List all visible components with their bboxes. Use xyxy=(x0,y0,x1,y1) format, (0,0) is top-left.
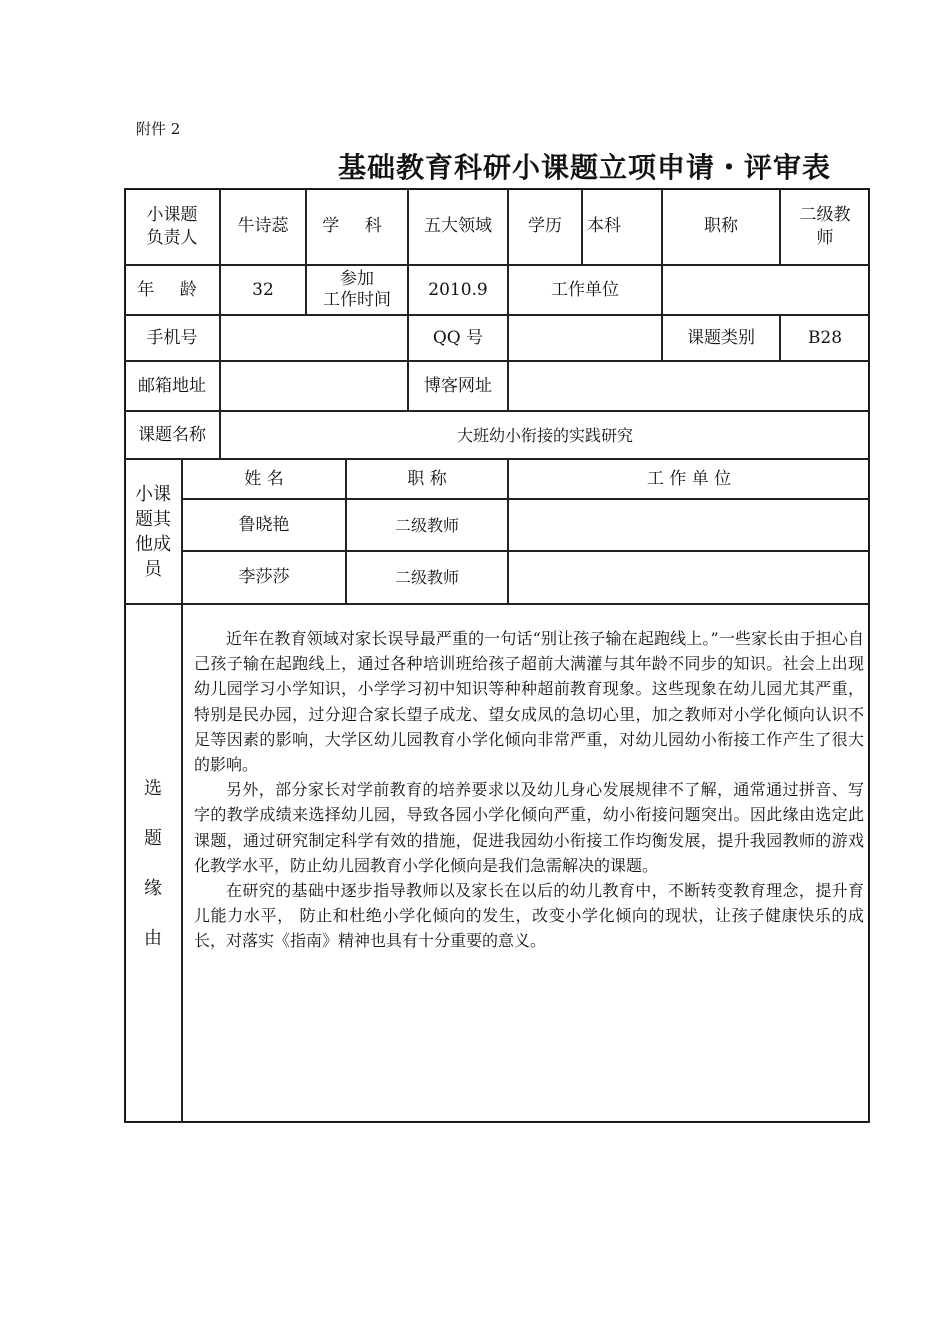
education-label: 学历 xyxy=(508,188,582,265)
reason-label-char: 由 xyxy=(144,927,162,949)
category-value: B28 xyxy=(780,315,870,361)
email-value xyxy=(220,361,408,411)
member-unit xyxy=(508,551,870,604)
age-label: 年 龄 xyxy=(124,265,220,315)
blog-label: 博客网址 xyxy=(408,361,508,411)
member-unit xyxy=(508,499,870,551)
members-header-name: 姓 名 xyxy=(182,459,346,499)
subject-value: 五大领域 xyxy=(408,188,508,265)
category-label: 课题类别 xyxy=(662,315,780,361)
topic-value: 大班幼小衔接的实践研究 xyxy=(220,411,870,459)
reason-paragraph: 近年在教育领域对家长误导最严重的一句话“别让孩子输在起跑线上。”一些家长由于担心自己孩子输在起跑线上，通过各种培训班给孩子超前大满灌与其年龄不同步的知识。社会上出现幼儿园学习小学知识，小学学习初中知识等种种超前教育现象。这些现象在幼儿园尤其严重，特别是民办园，过分迎合家长望子成龙、望女成凤的急切心里，加之教师对小学化倾向认识不足等因素的影响，大学区幼儿园教育小学化倾向非常严重，对幼儿园幼小衔接工作产生了很大的影响。 xyxy=(194,629,864,775)
members-section-label: 小课 题其 他成 员 xyxy=(124,459,182,604)
member-name: 鲁晓艳 xyxy=(182,499,346,551)
members-header-unit: 工 作 单 位 xyxy=(508,459,870,499)
member-name: 李莎莎 xyxy=(182,551,346,604)
leader-value: 牛诗蕊 xyxy=(220,188,306,265)
title-label: 职称 xyxy=(662,188,780,265)
attachment-label: 附件 2 xyxy=(136,120,181,138)
reason-label-char: 缘 xyxy=(144,877,162,899)
blog-value xyxy=(508,361,870,411)
member-title: 二级教师 xyxy=(346,551,508,604)
reason-paragraph: 另外，部分家长对学前教育的培养要求以及幼儿身心发展规律不了解，通常通过拼音、写字的教学成绩来选择幼儿园，导致各园小学化倾向严重，幼小衔接问题突出。因此缘由选定此课题，通过研究制定科学有效的措施，促进我园幼小衔接工作均衡发展，提升我园教师的游戏化教学水平，防止幼儿园教育小学化倾向是我们急需解决的课题。 xyxy=(194,780,864,875)
work-start-value: 2010.9 xyxy=(408,265,508,315)
work-start-label: 参加 工作时间 xyxy=(306,265,408,315)
application-form xyxy=(124,188,870,1123)
age-value: 32 xyxy=(220,265,306,315)
phone-label: 手机号 xyxy=(124,315,220,361)
page-title: 基础教育科研小课题立项申请・评审表 xyxy=(338,151,832,184)
reason-text xyxy=(182,604,870,1123)
qq-value xyxy=(508,315,662,361)
phone-value xyxy=(220,315,408,361)
topic-label: 课题名称 xyxy=(124,411,220,459)
members-header-title: 职 称 xyxy=(346,459,508,499)
reason-label-char: 选 xyxy=(144,777,162,799)
qq-label: QQ 号 xyxy=(408,315,508,361)
title-value: 二级教 师 xyxy=(780,188,870,265)
reason-paragraph: 在研究的基础中逐步指导教师以及家长在以后的幼儿教育中，不断转变教育理念，提升育儿能力水平， 防止和杜绝小学化倾向的发生，改变小学化倾向的现状，让孩子健康快乐的成长，对落实《指南》精神也具有十分重要的意义。 xyxy=(194,881,864,951)
work-unit-label: 工作单位 xyxy=(508,265,662,315)
email-label: 邮箱地址 xyxy=(124,361,220,411)
reason-label-char: 题 xyxy=(144,827,162,849)
subject-label: 学 科 xyxy=(306,188,408,265)
leader-label: 小课题 负责人 xyxy=(124,188,220,265)
reason-label xyxy=(124,604,182,1123)
member-title: 二级教师 xyxy=(346,499,508,551)
education-value: 本科 xyxy=(582,188,662,265)
work-unit-value xyxy=(662,265,870,315)
